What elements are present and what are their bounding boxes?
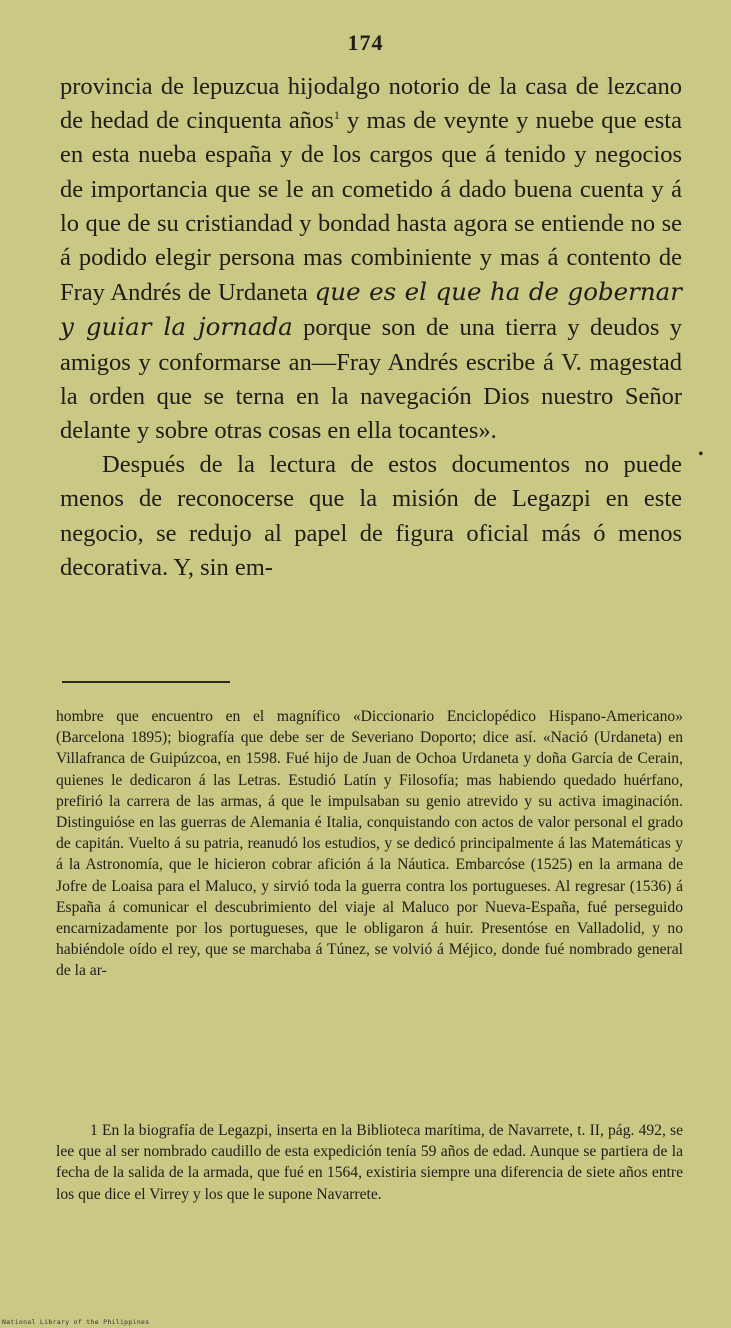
paragraph-1-text-b: y mas de veynte y nuebe que esta en esta nueba españa y de los cargos que á tenido y negocios de importancia que se le an cometido á dado buena cuenta y á lo que de su cristiandad y bondad hasta agora se entiende no se á podido elegir persona mas combiniente y mas á contento de Fray Andrés de Urdaneta xyxy=(60,107,682,307)
footnote-continued: hombre que encuentro en el magnífico «Diccionario Enciclopédico Hispano-Americano» (Barcelona 1895); biografía que debe ser de Severiano Doporto; dice así. «Nació (Urdaneta) en Villafranca de Guipúzcoa, en 1598. Fué hijo de Juan de Ochoa Urdaneta y doña García de Cerain, quienes le dedicaron á las Letras. Estudió Latín y Filosofía; mas habiendo quedado huérfano, prefirió la carrera de las armas, á que le impulsaban su genio atrevido y su activa imaginación. Distinguióse en las guerras de Alemania é Italia, conquistando con actos de valor personal el grado de capitán. Vuelto á su patria, reanudó los estudios, y se dedicó principalmente á las Matemáticas y á la Astronomía, que le hicieron cobrar afición á la Náutica. Embarcóse (1525) en la armana de Jofre de Loaisa para el Maluco, y sirvió toda la guerra contra los portugueses. Al regresar (1536) á España á comunicar el descubrimiento del viaje al Maluco por Nueva-España, fué perseguido encarnizadamente por los portugueses, que le obligaron á huir. Presentóse en Valladolid, y no habiéndole oído el rey, que se marchaba á Túnez, se volvió á Méjico, donde fué nombrado general de la ar- xyxy=(56,708,683,980)
footnote-1: 1 En la biografía de Legazpi, inserta en la Biblioteca marítima, de Navarrete, t. II, pág. 492, se lee que al ser nombrado caudillo de esta expedición tenía 59 años de edad. Aunque se partiera de la fecha de la salida de la armada, que fué en 1564, existiria siempre una diferencia de siete años entre los que dice el Virrey y los que le supone Navarrete. xyxy=(56,1122,683,1203)
italic-quotation: que es el que ha de gobernar y guiar la jornada xyxy=(60,277,682,342)
paragraph-1 xyxy=(60,70,682,448)
main-text xyxy=(60,70,682,585)
footnote-reference: 1 xyxy=(333,108,340,123)
library-credit: National Library of the Philippines xyxy=(2,1318,150,1326)
paragraph-1-text-a: provincia de lepuzcua hijodalgo notorio de la casa de lezcano de hedad de cinquenta años xyxy=(60,73,682,135)
page-number: 174 xyxy=(347,30,384,55)
footnote-separator xyxy=(62,681,230,683)
paragraph-1-text-c: porque son de una tierra y deudos y amigos y conformarse an—Fray Andrés escribe á V. magestad la orden que se terna en la navegación Dios nuestro Señor delante y sobre otras cosas en ella tocantes». xyxy=(60,314,683,445)
paragraph-2: Después de la lectura de estos documentos no puede menos de reconocerse que la misión de Legazpi en este negocio, se redujo al papel de figura oficial más ó menos decorativa. Y, sin em- xyxy=(60,451,682,581)
margin-mark: • xyxy=(698,446,704,463)
